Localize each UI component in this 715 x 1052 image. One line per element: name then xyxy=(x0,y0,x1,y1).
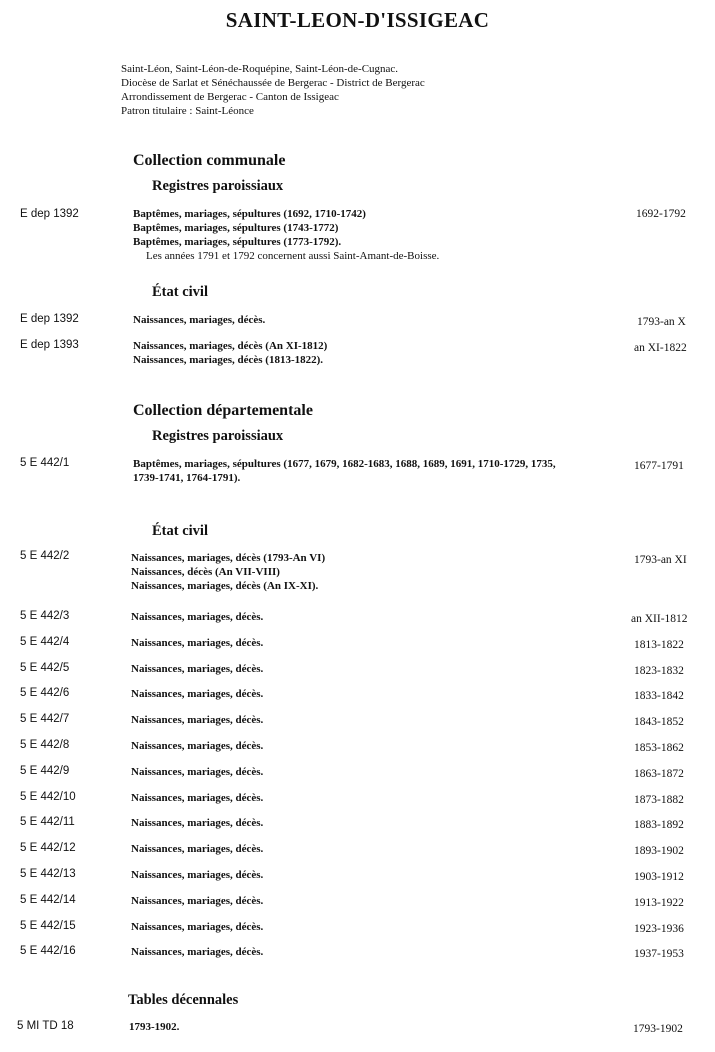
cote: 5 E 442/13 xyxy=(20,868,76,880)
entry-desc: Naissances, mariages, décès (1793-An VI) xyxy=(131,552,326,564)
cote: 5 E 442/15 xyxy=(20,919,76,932)
cote: 5 MI TD 18 xyxy=(17,1020,74,1032)
entry-desc: Naissances, mariages, décès. xyxy=(131,688,264,701)
page-title: SAINT-LEON-D'ISSIGEAC xyxy=(225,8,490,32)
entry-dates: 1903-1912 xyxy=(634,871,684,883)
cote: 5 E 442/4 xyxy=(20,635,70,648)
cote: E dep 1393 xyxy=(20,339,79,351)
cote: 5 E 442/1 xyxy=(20,457,70,469)
entry-dates: 1677-1791 xyxy=(634,460,684,472)
entry-dates: 1833-1842 xyxy=(634,690,684,703)
entry-desc: 1793-1902. xyxy=(129,1021,180,1033)
entry-desc: Naissances, mariages, décès (1813-1822). xyxy=(133,354,324,366)
entry-desc: Naissances, mariages, décès. xyxy=(131,946,264,959)
entry-dates: 1883-1892 xyxy=(634,819,684,832)
entry-dates: 1692-1792 xyxy=(636,208,686,220)
entry-desc: Baptêmes, mariages, sépultures (1692, 1710-1742) xyxy=(133,208,366,220)
cote: E dep 1392 xyxy=(20,208,79,220)
cote: 5 E 442/12 xyxy=(20,842,76,855)
entry-dates: 1853-1862 xyxy=(634,742,684,754)
entry-desc: Naissances, mariages, décès (An XI-1812) xyxy=(133,340,328,352)
entry-desc: Naissances, mariages, décès. xyxy=(131,611,264,623)
cote: 5 E 442/2 xyxy=(20,550,70,562)
cote: 5 E 442/11 xyxy=(20,816,75,829)
cote: 5 E 442/14 xyxy=(20,893,76,906)
entry-desc: Naissances, mariages, décès. xyxy=(131,662,264,675)
entry-dates: 1913-1922 xyxy=(634,896,684,909)
intro-line: Arrondissement de Bergerac - Canton de Issigeac xyxy=(121,91,339,103)
cote: 5 E 442/10 xyxy=(20,790,76,803)
cote: 5 E 442/8 xyxy=(20,739,70,751)
entry-desc: Naissances, décès (An VII-VIII) xyxy=(131,566,280,578)
subsection-heading-tables: Tables décennales xyxy=(128,992,239,1008)
entry-desc: Naissances, mariages, décès. xyxy=(131,791,264,804)
subsection-heading-etat-civil: État civil xyxy=(152,284,208,300)
entry-dates: 1893-1902 xyxy=(634,845,684,858)
entry-dates: an XI-1822 xyxy=(634,342,687,354)
cote: E dep 1392 xyxy=(20,313,79,325)
subsection-heading-etat-civil: État civil xyxy=(152,523,208,539)
intro-line: Patron titulaire : Saint-Léonce xyxy=(121,105,254,117)
entry-desc: Naissances, mariages, décès. xyxy=(131,843,264,856)
entry-dates: 1937-1953 xyxy=(634,948,684,961)
entry-desc: Naissances, mariages, décès. xyxy=(131,636,264,649)
entry-desc: Naissances, mariages, décès. xyxy=(131,869,264,881)
entry-dates: 1843-1852 xyxy=(634,716,684,729)
entry-desc: Naissances, mariages, décès. xyxy=(131,894,264,907)
entry-desc: Naissances, mariages, décès. xyxy=(133,314,266,326)
entry-dates: 1793-1902 xyxy=(633,1023,683,1035)
entry-dates: 1813-1822 xyxy=(634,638,684,651)
section-heading-departementale: Collection départementale xyxy=(133,402,313,419)
entry-dates: 1923-1936 xyxy=(634,922,684,935)
entry-dates: 1823-1832 xyxy=(634,664,684,677)
entry-desc: 1739-1741, 1764-1791). xyxy=(133,472,241,484)
subsection-heading-registres: Registres paroissiaux xyxy=(152,428,284,444)
cote: 5 E 442/5 xyxy=(20,661,70,674)
cote: 5 E 442/7 xyxy=(20,713,70,726)
section-heading-communale: Collection communale xyxy=(133,152,286,169)
entry-dates: 1793-an X xyxy=(637,316,686,328)
intro-line: Saint-Léon, Saint-Léon-de-Roquépine, Saint-Léon-de-Cugnac. xyxy=(121,63,399,75)
cote: 5 E 442/6 xyxy=(20,687,70,700)
entry-desc: Naissances, mariages, décès. xyxy=(131,765,264,778)
entry-desc: Naissances, mariages, décès. xyxy=(131,920,264,933)
cote: 5 E 442/16 xyxy=(20,945,76,958)
entry-desc: Naissances, mariages, décès (An IX-XI). xyxy=(131,580,319,592)
entry-desc: Baptêmes, mariages, sépultures (1677, 1679, 1682-1683, 1688, 1689, 1691, 1710-1729, 1735, xyxy=(133,458,556,470)
entry-dates: 1873-1882 xyxy=(634,793,684,806)
cote: 5 E 442/3 xyxy=(20,610,70,622)
entry-dates: an XII-1812 xyxy=(631,613,688,625)
entry-dates: 1793-an XI xyxy=(634,554,687,566)
entry-desc: Naissances, mariages, décès. xyxy=(131,740,264,752)
entry-desc: Baptêmes, mariages, sépultures (1773-1792). xyxy=(133,236,342,248)
entry-desc: Naissances, mariages, décès. xyxy=(131,817,264,830)
entry-dates: 1863-1872 xyxy=(634,767,684,780)
entry-desc: Baptêmes, mariages, sépultures (1743-1772) xyxy=(133,222,339,234)
entry-desc: Naissances, mariages, décès. xyxy=(131,714,264,727)
subsection-heading-registres: Registres paroissiaux xyxy=(152,178,284,194)
entry-note: Les années 1791 et 1792 concernent aussi Saint-Amant-de-Boisse. xyxy=(146,250,440,262)
intro-line: Diocèse de Sarlat et Sénéchaussée de Bergerac - District de Bergerac xyxy=(121,77,425,89)
cote: 5 E 442/9 xyxy=(20,764,70,777)
